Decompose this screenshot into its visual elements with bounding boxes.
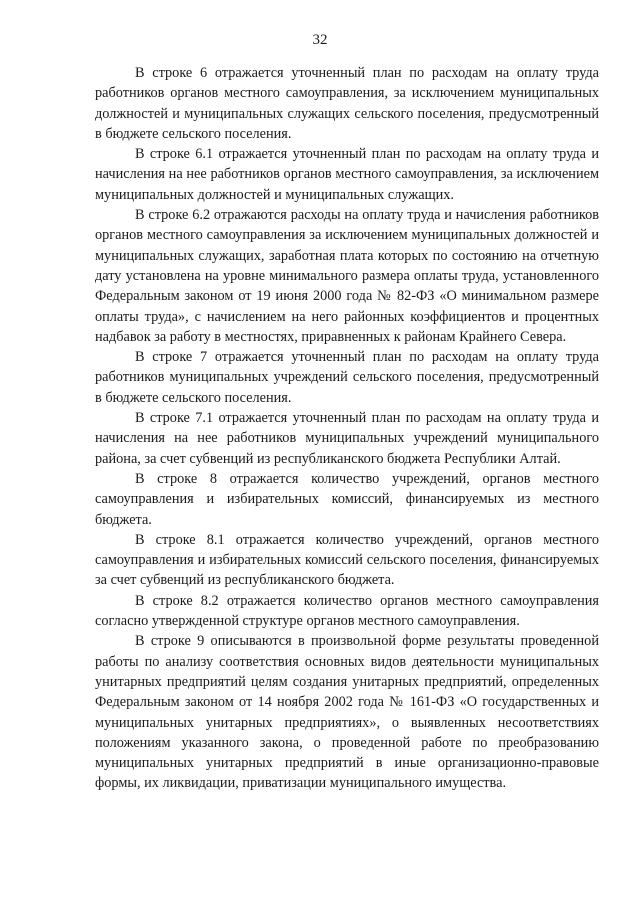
paragraph-line-8-1: В строке 8.1 отражается количество учреждений, органов местного самоуправления и избирательных комиссий сельского поселения, финансируемых за счет субвенций из республиканского бюджета. bbox=[95, 531, 599, 589]
paragraph-line-8-2: В строке 8.2 отражается количество органов местного самоуправления согласно утвержденной структуре органов местного самоуправления. bbox=[95, 592, 599, 630]
paragraph-line-9: В строке 9 описываются в произвольной форме результаты проведенной работы по анализу соответствия основных видов деятельности муниципальных унитарных предприятий целям создания унитарных предприятий, определенных Федеральным законом от 14 ноября 2002 года № 161-ФЗ «О государственных и муниципальных унитарных предприятиях», о выявленных несоответствиях положениям указанного закона, о проведенной работе по преобразованию муниципальных унитарных предприятий в иные организационно-правовые формы, их ликвидации, приватизации муниципального имущества. bbox=[95, 633, 599, 792]
paragraph-line-6-2: В строке 6.2 отражаются расходы на оплату труда и начисления работников органов местного самоуправления за исключением муниципальных должностей и муниципальных служащих, заработная плата которых по состоянию на отчетную дату установлена на уровне минимального размера оплаты труда, установленного Федеральным законом от 19 июня 2000 года № 82-ФЗ «О минимальном размере оплаты труда», с начислением на него районных коэффициентов и процентных надбавок за работу в местностях, приравненных к районам Крайнего Севера. bbox=[95, 207, 599, 345]
page-number: 32 bbox=[312, 32, 328, 48]
paragraph-line-6-1: В строке 6.1 отражается уточненный план по расходам на оплату труда и начисления на нее работников органов местного самоуправления, за исключением муниципальных должностей и муниципальных служащих. bbox=[95, 146, 599, 203]
paragraph-line-7-1: В строке 7.1 отражается уточненный план по расходам на оплату труда и начисления на нее работников муниципальных учреждений муниципального района, за счет субвенций из республиканского бюджета Республики Алтай. bbox=[95, 410, 599, 467]
paragraph-line-8: В строке 8 отражается количество учреждений, органов местного самоуправления и избирательных комиссий, финансируемых из местного бюджета. bbox=[95, 470, 599, 528]
paragraph-line-6: В строке 6 отражается уточненный план по расходам на оплату труда работников органов местного самоуправления, за исключением муниципальных должностей и муниципальных служащих сельского поселения, предусмотренный в бюджете сельского поселения. bbox=[95, 65, 599, 142]
body-text bbox=[95, 63, 599, 794]
paragraph-line-7: В строке 7 отражается уточненный план по расходам на оплату труда работников муниципальных учреждений сельского поселения, предусмотренный в бюджете сельского поселения. bbox=[95, 349, 599, 406]
